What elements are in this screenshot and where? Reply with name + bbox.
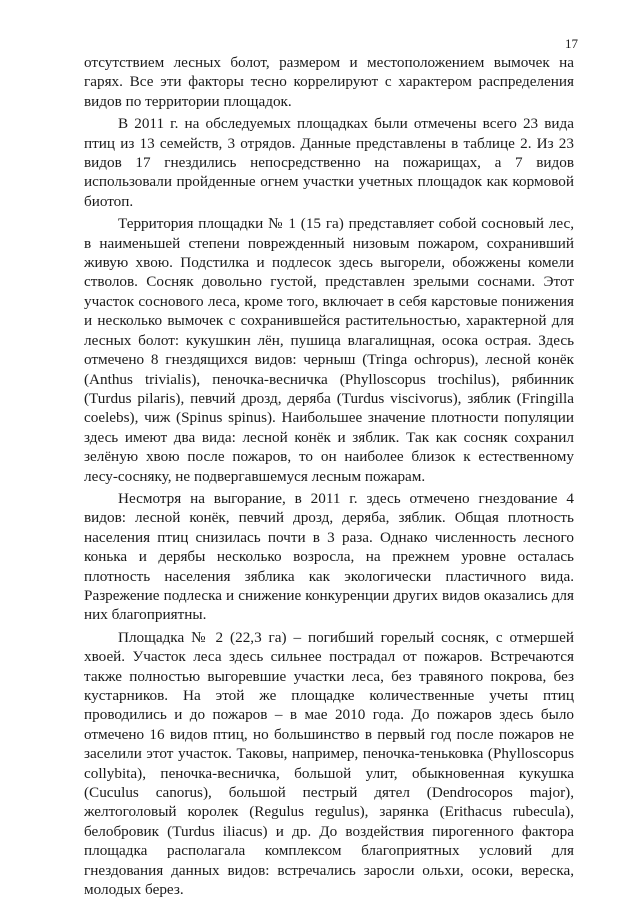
paragraph-plot-2: Площадка № 2 (22,3 га) – погибший горелый сосняк, с отмершей хвоей. Участок леса здесь сильнее пострадал от пожаров. Встречаются также полностью выгоревшие участки леса, без травяного покрова, без кустарников. На этой же площадке количественные учеты птиц проводились и до пожаров – в мае 2010 года. До пожаров здесь было отмечено 16 видов птиц, но большинство в первый год после пожаров не заселили этот участок. Таковы, например, пеночка-теньковка (Phylloscopus collybita), пеночка-весничка, большой улит, обыкновенная кукушка (Cuculus canorus), большой пестрый дятел (Dendrocopos major), желтоголовый королек (Regulus regulus), зарянка (Erithacus rubecula), белобровик (Turdus iliacus) и др. До воздействия пирогенного фактора площадка располагала комплексом благоприятных условий для гнездования данных видов: встречались заросли ольхи, осоки, вереска, молодых берез. xyxy=(84,628,574,899)
paragraph-species-summary: В 2011 г. на обследуемых площадках были отмечены всего 23 вида птиц из 13 семейств, 3 отрядов. Данные представлены в таблице 2. Из 23 видов 17 гнездились непосредственно на пожарищах, а 7 видов использовали пройденные огнем участки учетных площадок как кормовой биотоп. xyxy=(84,115,574,210)
page-number: 17 xyxy=(565,36,578,51)
body-text xyxy=(84,53,574,902)
paragraph-plot-1-burnout: Несмотря на выгорание, в 2011 г. здесь отмечено гнездование 4 видов: лесной конёк, певчий дрозд, деряба, зяблик. Общая плотность населения птиц снизилась почти в 3 раза. Однако численность лесного конька и дерябы несколько возросла, на прежнем уровне осталась плотность населения зяблика как экологически пластичного вида. Разрежение подлеска и снижение конкуренции других видов оказались для них благоприятны. xyxy=(84,489,574,624)
paragraph-continuation: отсутствием лесных болот, размером и местоположением вымочек на гарях. Все эти факторы тесно коррелируют с характером распределения видов по территории площадок. xyxy=(84,54,574,110)
paragraph-plot-1: Территория площадки № 1 (15 га) представляет собой сосновый лес, в наименьшей степени поврежденный низовым пожаром, сохранивший живую хвою. Подстилка и подлесок здесь выгорели, обожжены комели стволов. Сосняк довольно густой, представлен зрелыми соснами. Этот участок соснового леса, кроме того, включает в себя карстовые понижения и несколько вымочек с сохранившейся растительностью, характерной для лесных болот: кукушкин лён, пушица влагалищная, осока острая. Здесь отмечено 8 гнездящихся видов: черныш (Tringa ochropus), лесной конёк (Anthus trivialis), пеночка-весничка (Phylloscopus trochilus), рябинник (Turdus pilaris), певчий дрозд, деряба (Turdus viscivorus), зяблик (Fringilla coelebs), чиж (Spinus spinus). Наибольшее значение плотности популяции здесь имеют два вида: лесной конёк и зяблик. Так как сосняк сохранил зелёную хвою после пожаров, то он наиболее близок к естественному лесу-сосняку, не подвергавшемуся лесным пожарам. xyxy=(84,215,574,485)
